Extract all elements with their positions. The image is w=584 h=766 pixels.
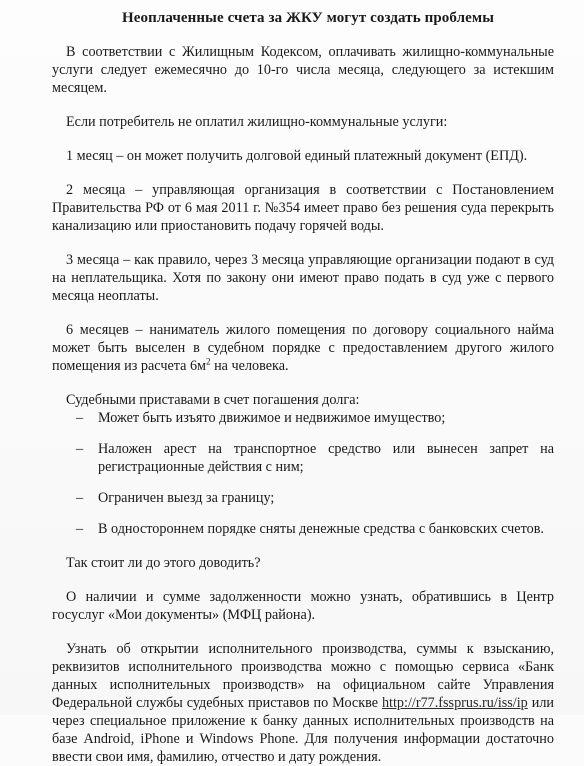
dash-bullet: – xyxy=(76,490,84,506)
list-item xyxy=(76,489,554,507)
list-item xyxy=(76,520,554,538)
list-item-text: В одностороннем порядке сняты денежные средства с банковских счетов. xyxy=(98,521,544,537)
document-title: Неоплаченные счета за ЖКУ могут создать проблемы xyxy=(121,10,495,26)
list-item-text: Ограничен выезд за границу; xyxy=(98,490,275,506)
paragraph-one-month: 1 месяц – он может получить долговой единый платежный документ (ЕПД). xyxy=(66,148,528,164)
paragraph-question: Так стоит ли до этого доводить? xyxy=(66,555,261,571)
fssp-link[interactable]: http://r77.fssprus.ru/iss/ip xyxy=(381,695,528,711)
paragraph-mfc: О наличии и сумме задолженности можно узнать, обратившись в Центр госуслуг «Мои документы» (МФЦ района). xyxy=(52,589,554,623)
paragraph-two-months: 2 месяца – управляющая организация в соответствии с Постановлением Правительства РФ от 6 мая 2011 г. №354 имеет право без решения суда перекрыть канализацию или приостановить подачу горячей воды. xyxy=(52,182,554,234)
bailiff-measures-list xyxy=(52,409,554,538)
dash-bullet: – xyxy=(76,441,84,457)
paragraph-three-months: 3 месяца – как правило, через 3 месяца управляющие организации подают в суд на неплательщика. Хотя по закону они имеют право подать в суд уже с первого месяца неоплаты. xyxy=(52,252,554,304)
database-text: Узнать об открытии исполнительного производства, суммы к взысканию, реквизитов исполнительного производства можно с помощью сервиса «Банк данных исполнительных производств» на официальном сайте Управления Федеральной службы судебных приставов по Москве xyxy=(52,641,554,711)
paragraph-bailiff-database xyxy=(52,640,554,766)
paragraph-six-months xyxy=(52,321,554,375)
dash-bullet: – xyxy=(76,521,84,537)
list-item-text: Наложен арест на транспортное средство или вынесен запрет на регистрационные действия с ним; xyxy=(98,441,554,475)
list-item-text: Может быть изъято движимое и недвижимое имущество; xyxy=(98,410,446,426)
square-superscript: 2 xyxy=(206,356,211,367)
paragraph-payment-deadline: В соответствии с Жилищным Кодексом, оплачивать жилищно-коммунальные услуги следует ежемесячно до 10-го числа месяца, следующего за истекшим месяцем. xyxy=(52,44,554,96)
dash-bullet: – xyxy=(76,410,84,426)
six-months-text: 6 месяцев – наниматель жилого помещения по договору социального найма может быть выселен в судебном порядке с предоставлением другого жилого помещения из расчета 6м xyxy=(52,322,554,374)
list-item xyxy=(76,440,554,476)
paragraph-nonpayment-intro: Если потребитель не оплатил жилищно-коммунальные услуги: xyxy=(66,114,448,130)
database-text-end: или через специальное приложение к банку данных исполнительных производств на базе Android, iPhone и Windows Phone. Для получения информации достаточно ввести свои имя, фамилию, отчество и дату рождения. xyxy=(52,695,554,765)
paragraph-bailiffs-intro: Судебными приставами в счет погашения долга: xyxy=(66,392,360,408)
list-item xyxy=(76,409,554,427)
six-months-text-end: на человека. xyxy=(210,358,289,374)
